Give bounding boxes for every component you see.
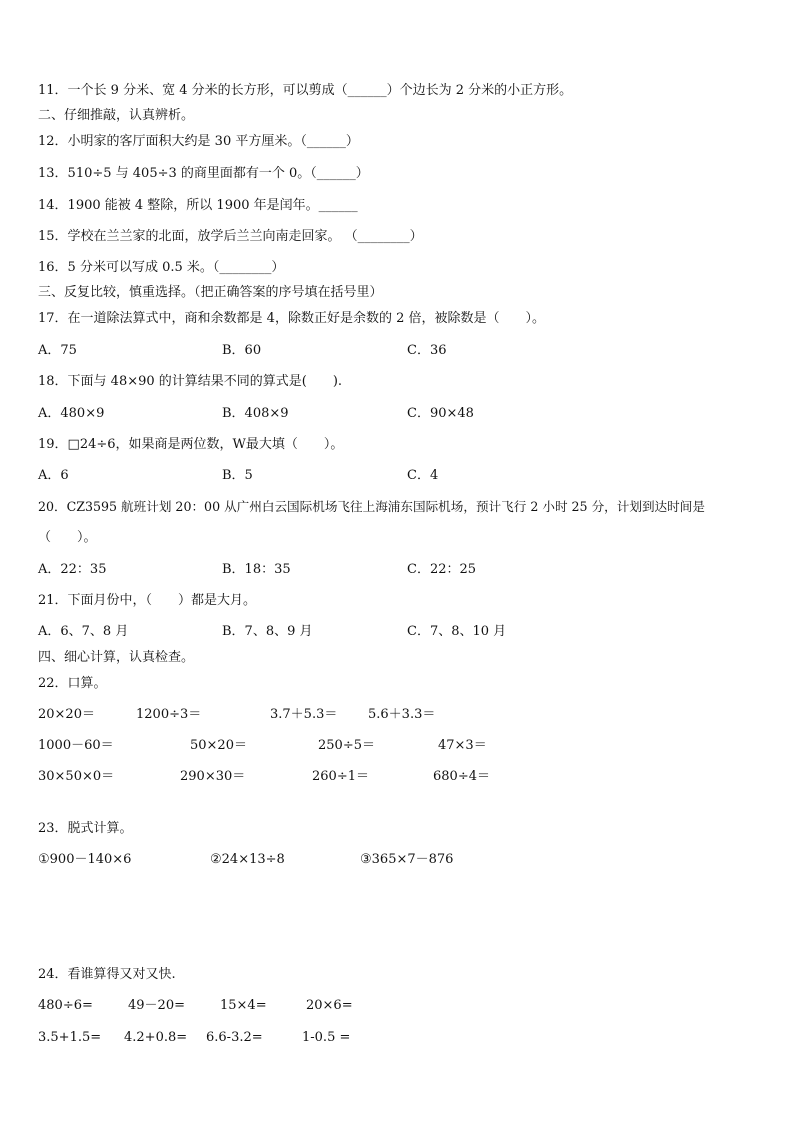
question-24-title: 24．看谁算得又对又快.	[38, 967, 176, 982]
section-4-heading: 四、细心计算，认真检查。	[38, 650, 195, 665]
question-17-stem: 17．在一道除法算式中，商和余数都是 4，除数正好是余数的 2 倍，被除数是（ ）。	[38, 311, 545, 326]
oral-calc-item: 260÷1＝	[312, 769, 369, 784]
quick-calc-item: 4.2+0.8=	[124, 1030, 188, 1045]
question-22-title: 22．口算。	[38, 676, 107, 691]
oral-calc-item: 5.6＋3.3＝	[368, 707, 436, 722]
question-19-option-b: B．5	[222, 468, 253, 483]
question-19-stem: 19．□24÷6，如果商是两位数，W最大填（ ）。	[38, 437, 344, 452]
question-23-title: 23．脱式计算。	[38, 821, 133, 836]
question-12: 12．小明家的客厅面积大约是 30 平方厘米。（______）	[38, 134, 359, 149]
quick-calc-item: 49－20=	[128, 998, 185, 1013]
question-19-option-a: A．6	[38, 468, 69, 483]
question-17-option-b: B．60	[222, 343, 262, 358]
oral-calc-item: 50×20＝	[190, 738, 247, 753]
question-13: 13．510÷5 与 405÷3 的商里面都有一个 0。（______）	[38, 166, 369, 181]
quick-calc-item: 15×4=	[220, 998, 267, 1013]
question-18-option-b: B．408×9	[222, 406, 289, 421]
step-calc-item: ③365×7－876	[360, 852, 454, 867]
section-2-heading: 二、仔细推敲，认真辨析。	[38, 108, 195, 123]
oral-calc-item: 1200÷3＝	[136, 707, 202, 722]
question-16: 16．5 分米可以写成 0.5 米。（________）	[38, 260, 285, 275]
question-20-stem: 20．CZ3595 航班计划 20：00 从广州白云国际机场飞往上海浦东国际机场，预计飞行 2 小时 25 分，计划到达时间是	[38, 499, 705, 514]
question-14: 14．1900 能被 4 整除，所以 1900 年是闰年。______	[38, 198, 358, 213]
quick-calc-item: 3.5+1.5=	[38, 1030, 102, 1045]
question-21-option-b: B．7、8、9 月	[222, 624, 313, 639]
question-21-stem: 21．下面月份中，（ ）都是大月。	[38, 593, 257, 608]
quick-calc-item: 1-0.5 =	[302, 1030, 351, 1045]
section-3-heading: 三、反复比较，慎重选择。（把正确答案的序号填在括号里）	[38, 285, 383, 300]
question-19-option-c: C．4	[407, 468, 439, 483]
step-calc-item: ②24×13÷8	[210, 852, 285, 867]
question-20-stem-continued: （ ）。	[38, 530, 97, 545]
oral-calc-item: 20×20＝	[38, 707, 95, 722]
step-calc-item: ①900－140×6	[38, 852, 132, 867]
question-18-option-c: C．90×48	[407, 406, 474, 421]
oral-calc-item: 250÷5＝	[318, 738, 375, 753]
oral-calc-item: 3.7＋5.3＝	[270, 707, 338, 722]
quick-calc-item: 6.6-3.2=	[206, 1030, 263, 1045]
oral-calc-item: 290×30＝	[180, 769, 246, 784]
question-17-option-c: C．36	[407, 343, 447, 358]
quick-calc-item: 20×6=	[306, 998, 353, 1013]
question-20-option-b: B．18：35	[222, 562, 291, 577]
question-18-stem: 18．下面与 48×90 的计算结果不同的算式是( ).	[38, 374, 343, 389]
oral-calc-item: 1000－60＝	[38, 738, 114, 753]
quick-calc-item: 480÷6=	[38, 998, 93, 1013]
oral-calc-item: 30×50×0＝	[38, 769, 115, 784]
question-15: 15．学校在兰兰家的北面，放学后兰兰向南走回家。 （________）	[38, 229, 423, 244]
question-20-option-c: C．22：25	[407, 562, 477, 577]
question-21-option-c: C．7、8、10 月	[407, 624, 507, 639]
question-20-option-a: A．22：35	[38, 562, 107, 577]
oral-calc-item: 680÷4＝	[433, 769, 490, 784]
question-18-option-a: A．480×9	[38, 406, 105, 421]
question-11: 11．一个长 9 分米、宽 4 分米的长方形，可以剪成（______）个边长为 2 分米的小正方形。	[38, 83, 573, 98]
oral-calc-item: 47×3＝	[438, 738, 487, 753]
question-17-option-a: A．75	[38, 343, 77, 358]
question-21-option-a: A．6、7、8 月	[38, 624, 129, 639]
